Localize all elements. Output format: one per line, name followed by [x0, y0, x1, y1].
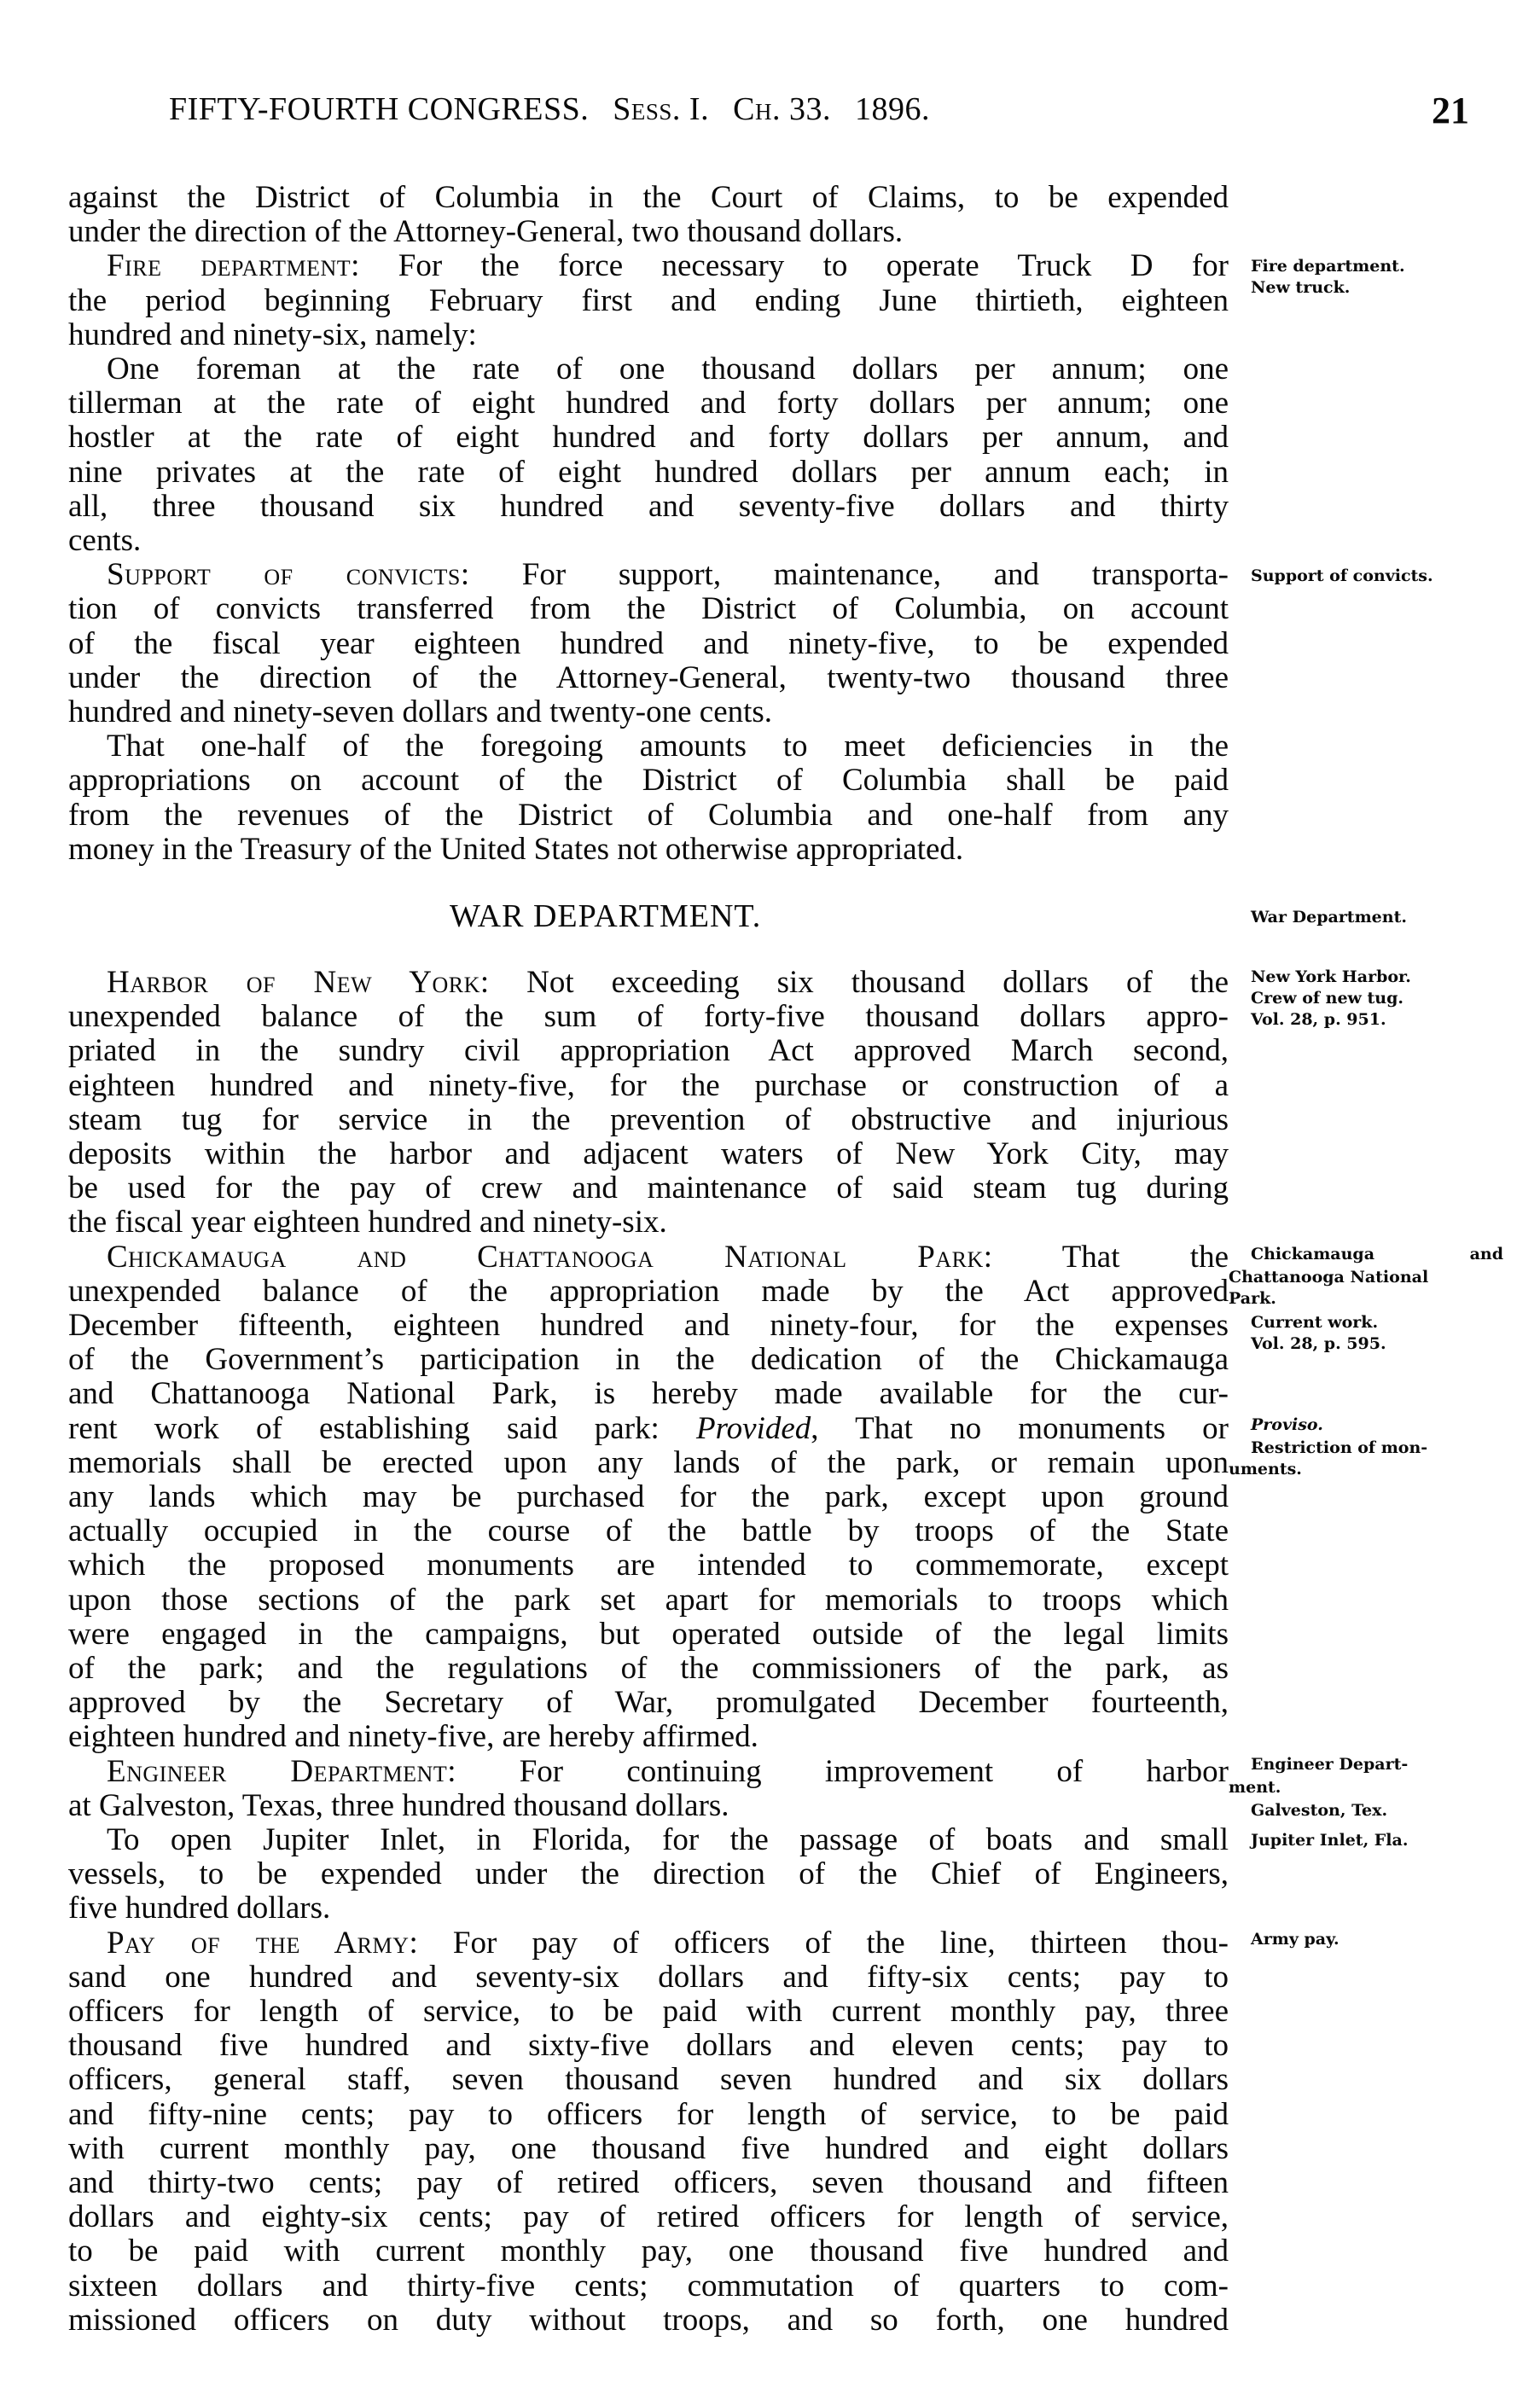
- text-line: [68, 1000, 1229, 1034]
- text-line: [68, 490, 1229, 524]
- text-line: [68, 2166, 1229, 2200]
- text-line: [68, 661, 1229, 695]
- text-run: of the Government’s participation in the dedication of the Chickamauga: [68, 1342, 1229, 1378]
- running-head-title: FIFTY-FOURTH CONGRESS.: [169, 91, 590, 127]
- text-line: [68, 318, 1229, 352]
- text-line: [68, 1309, 1229, 1343]
- text-run: steam tug for service in the prevention of obstructive and injurious: [68, 1101, 1229, 1137]
- text-line: [68, 1034, 1229, 1068]
- text-run: : For continuing improvement of harbor: [447, 1753, 1229, 1789]
- text-line: [68, 695, 1229, 729]
- text-line: [68, 1618, 1229, 1652]
- margin-note: New truck.: [1251, 278, 1351, 297]
- text-run: and fifty-nine cents; pay to officers for length of service, to be paid: [68, 2096, 1229, 2132]
- margin-note: War Department.: [1251, 908, 1407, 927]
- margin-note: Engineer Depart-: [1251, 1755, 1409, 1774]
- text-run: : That the: [983, 1239, 1229, 1275]
- text-line: [68, 1857, 1229, 1891]
- margin-note: Jupiter Inlet, Fla.: [1251, 1831, 1409, 1850]
- text-run: One foreman at the rate of one thousand dollars per annum; one: [107, 351, 1229, 386]
- text-line: [68, 386, 1229, 421]
- text-line: [107, 1926, 1229, 1961]
- italic-term: Provided: [696, 1410, 811, 1446]
- text-run: nine privates at the rate of eight hundred dollars per annum each; in: [68, 454, 1229, 490]
- text-run: and thirty-two cents; pay of retired officers, seven thousand and fifteen: [68, 2165, 1229, 2200]
- section-caption: Fire department: [107, 248, 352, 284]
- text-run: That one-half of the foregoing amounts to meet deficiencies in the: [107, 729, 1229, 764]
- margin-note: uments.: [1229, 1460, 1302, 1478]
- text-line: [68, 1137, 1229, 1171]
- text-line: [107, 1240, 1229, 1275]
- text-line: [68, 1995, 1229, 2029]
- text-line: [68, 2200, 1229, 2234]
- margin-note: New York Harbor.: [1251, 967, 1411, 986]
- text-run: : For pay of officers of the line, thirteen thou-: [409, 1925, 1229, 1961]
- text-run: against the District of Columbia in the Court of Claims, to be expended: [68, 180, 1229, 215]
- text-line: [68, 799, 1229, 833]
- page-number: 21: [1432, 90, 1469, 131]
- text-run: from the revenues of the District of Columbia and one-half from any: [68, 797, 1229, 833]
- text-line: [68, 2063, 1229, 2097]
- margin-note: Galveston, Tex.: [1251, 1801, 1388, 1820]
- text-run: : For support, maintenance, and transporta-: [460, 557, 1229, 593]
- section-caption: Engineer Department: [107, 1753, 448, 1789]
- margin-note: Support of convicts.: [1251, 566, 1433, 585]
- text-line: [68, 2029, 1229, 2063]
- text-line: [68, 2132, 1229, 2166]
- text-line: [107, 966, 1229, 1000]
- text-run: any lands which may be purchased for the park, except upon ground: [68, 1479, 1229, 1514]
- text-line: [68, 1205, 1229, 1240]
- text-line: [68, 1720, 1229, 1754]
- text-run: To open Jupiter Inlet, in Florida, for the passage of boats and small: [107, 1822, 1229, 1857]
- running-head-chapter: Ch. 33.: [733, 91, 831, 127]
- text-run: hundred and ninety-seven dollars and twenty-one cents.: [68, 694, 773, 729]
- running-head-session: Sess. I.: [613, 91, 710, 127]
- margin-note: Vol. 28, p. 951.: [1251, 1010, 1386, 1029]
- text-run: , That no monuments or: [811, 1410, 1229, 1446]
- text-run: of the park; and the regulations of the commissioners of the park, as: [68, 1651, 1229, 1686]
- text-run: were engaged in the campaigns, but operated outside of the legal limits: [68, 1616, 1229, 1652]
- text-line: [68, 181, 1229, 215]
- text-line: [68, 1412, 1229, 1446]
- text-run: five hundred dollars.: [68, 1891, 331, 1926]
- text-run: hundred and ninety-six, namely:: [68, 317, 477, 352]
- text-line: [107, 352, 1229, 386]
- text-line: [68, 1652, 1229, 1686]
- text-run: thousand five hundred and sixty-five dollars and eleven cents; pay to: [68, 2028, 1229, 2064]
- text-run: under the direction of the Attorney-General, two thousand dollars.: [68, 214, 904, 250]
- running-head: [169, 89, 930, 130]
- text-run: the fiscal year eighteen hundred and ninety-six.: [68, 1205, 667, 1240]
- margin-note: Fire department.: [1251, 257, 1405, 276]
- text-run: priated in the sundry civil appropriation Act approved March second,: [68, 1033, 1229, 1069]
- text-run: all, three thousand six hundred and seventy-five dollars and thirty: [68, 488, 1229, 524]
- text-line: [68, 421, 1229, 455]
- section-caption: Support of convicts: [107, 557, 461, 593]
- text-line: [68, 284, 1229, 318]
- text-line: [107, 558, 1229, 592]
- text-line: [107, 249, 1229, 283]
- text-run: of the fiscal year eighteen hundred and ninety-five, to be expended: [68, 625, 1229, 661]
- text-line: [68, 524, 1229, 558]
- text-run: and Chattanooga National Park, is hereby made available for the cur-: [68, 1376, 1229, 1412]
- text-line: [68, 627, 1229, 661]
- text-run: money in the Treasury of the United States not otherwise appropriated.: [68, 831, 964, 867]
- text-run: officers, general staff, seven thousand seven hundred and six dollars: [68, 2062, 1229, 2098]
- text-line: [107, 1755, 1229, 1789]
- margin-note: ment.: [1229, 1778, 1281, 1797]
- section-caption: Chickamauga and Chattanooga National Park: [107, 1239, 984, 1275]
- text-line: [68, 1686, 1229, 1720]
- text-run: tion of convicts transferred from the District of Columbia, on account: [68, 591, 1229, 627]
- text-line: [68, 1171, 1229, 1205]
- text-run: which the proposed monuments are intended to commemorate, except: [68, 1548, 1229, 1583]
- text-line: [68, 1103, 1229, 1137]
- text-line: [68, 2269, 1229, 2303]
- text-line: [68, 1343, 1229, 1377]
- text-line: [68, 833, 1229, 867]
- text-run: deposits within the harbor and adjacent waters of New York City, may: [68, 1136, 1229, 1171]
- text-run: missioned officers on duty without troops, and so forth, one hundred: [68, 2302, 1229, 2338]
- text-run: approved by the Secretary of War, promulgated December fourteenth,: [68, 1685, 1229, 1721]
- text-run: eighteen hundred and ninety-five, for the purchase or construction of a: [68, 1067, 1229, 1103]
- text-line: [68, 1891, 1229, 1926]
- text-line: [68, 1069, 1229, 1103]
- text-run: with current monthly pay, one thousand five hundred and eight dollars: [68, 2130, 1229, 2166]
- text-run: hostler at the rate of eight hundred and forty dollars per annum, and: [68, 420, 1229, 456]
- text-run: at Galveston, Texas, three hundred thousand dollars.: [68, 1787, 729, 1823]
- running-head-year: 1896.: [854, 91, 930, 127]
- text-run: : For the force necessary to operate Truck D for: [351, 248, 1229, 284]
- text-run: December fifteenth, eighteen hundred and ninety-four, for the expenses: [68, 1308, 1229, 1343]
- margin-note: Vol. 28, p. 595.: [1251, 1334, 1386, 1353]
- text-line: [68, 1480, 1229, 1514]
- text-line: [68, 2303, 1229, 2338]
- text-line: [68, 1583, 1229, 1618]
- text-run: sixteen dollars and thirty-five cents; commutation of quarters to com-: [68, 2268, 1229, 2303]
- text-line: [68, 1548, 1229, 1583]
- text-run: tillerman at the rate of eight hundred and forty dollars per annum; one: [68, 386, 1229, 421]
- text-run: sand one hundred and seventy-six dollars and fifty-six cents; pay to: [68, 1959, 1229, 1995]
- text-line: [68, 2098, 1229, 2132]
- text-run: officers for length of service, to be paid with current monthly pay, three: [68, 1994, 1229, 2029]
- margin-note: Crew of new tug.: [1251, 989, 1404, 1008]
- text-line: [68, 592, 1229, 626]
- text-run: rent work of establishing said park:: [68, 1410, 697, 1446]
- text-line: [68, 1446, 1229, 1480]
- text-run: be used for the pay of crew and maintenance of said steam tug during: [68, 1171, 1229, 1206]
- text-line: [68, 1961, 1229, 1995]
- text-run: unexpended balance of the appropriation made by the Act approved: [68, 1273, 1229, 1309]
- text-run: memorials shall be erected upon any lands of the park, or remain upon: [68, 1444, 1229, 1480]
- text-run: to be paid with current monthly pay, one thousand five hundred and: [68, 2234, 1229, 2269]
- margin-note: Chickamauga and: [1251, 1245, 1503, 1263]
- section-heading-war-department: WAR DEPARTMENT.: [450, 898, 762, 934]
- text-line: [68, 215, 1229, 249]
- margin-note: Park.: [1229, 1289, 1276, 1308]
- text-run: unexpended balance of the sum of forty-five thousand dollars appro-: [68, 999, 1229, 1035]
- text-run: actually occupied in the course of the battle by troops of the State: [68, 1513, 1229, 1549]
- margin-note: Proviso.: [1251, 1415, 1323, 1434]
- text-line: [107, 1823, 1229, 1857]
- margin-note: Army pay.: [1251, 1930, 1340, 1949]
- text-line: [107, 729, 1229, 764]
- text-line: [68, 764, 1229, 798]
- text-run: appropriations on account of the District of Columbia shall be paid: [68, 763, 1229, 799]
- text-run: : Not exceeding six thousand dollars of the: [479, 965, 1229, 1000]
- text-line: [68, 1514, 1229, 1548]
- text-run: under the direction of the Attorney-General, twenty-two thousand three: [68, 659, 1229, 695]
- text-run: cents.: [68, 523, 142, 558]
- text-line: [68, 2234, 1229, 2268]
- text-line: [68, 456, 1229, 490]
- text-line: [68, 1377, 1229, 1411]
- section-caption: Pay of the Army: [107, 1925, 410, 1961]
- margin-note: Restriction of mon-: [1251, 1438, 1428, 1457]
- text-line: [68, 1789, 1229, 1823]
- text-run: vessels, to be expended under the direction of the Chief of Engineers,: [68, 1856, 1229, 1892]
- text-run: upon those sections of the park set apart for memorials to troops which: [68, 1582, 1229, 1618]
- margin-note: Chattanooga National: [1229, 1268, 1429, 1287]
- section-caption: Harbor of New York: [107, 965, 480, 1000]
- margin-note: Current work.: [1251, 1313, 1379, 1332]
- text-line: [68, 1275, 1229, 1309]
- text-run: the period beginning February first and ending June thirtieth, eighteen: [68, 282, 1229, 318]
- text-run: eighteen hundred and ninety-five, are hereby affirmed.: [68, 1719, 758, 1755]
- text-run: dollars and eighty-six cents; pay of retired officers for length of service,: [68, 2199, 1229, 2235]
